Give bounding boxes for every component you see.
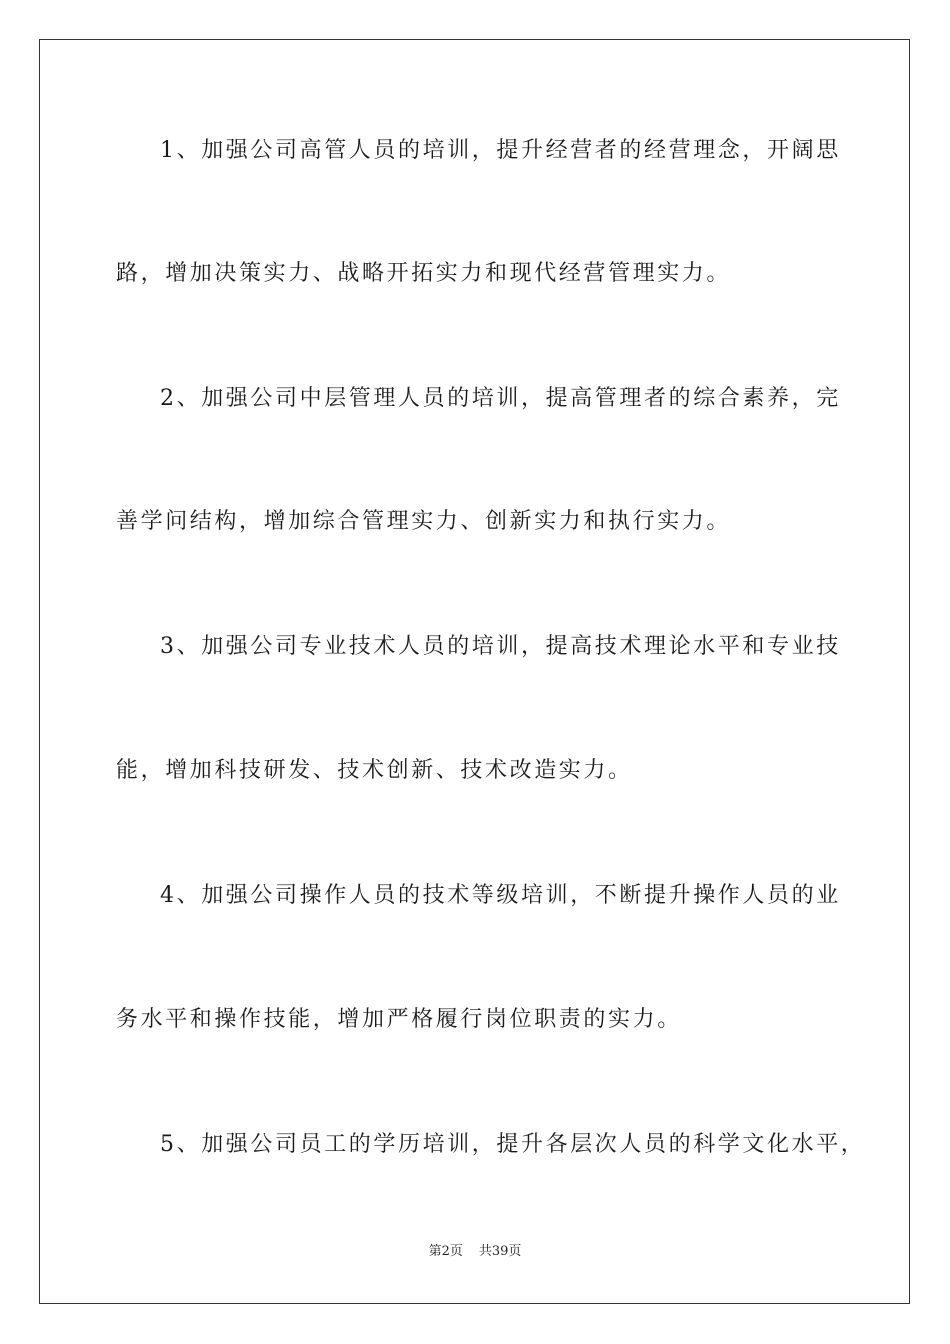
paragraph-4-line-2: 务水平和操作技能，增加严格履行岗位职责的实力。 — [116, 1007, 682, 1032]
page-border — [39, 39, 910, 1304]
paragraph-2-line-1: 2、加强公司中层管理人员的培训，提高管理者的综合素养，完 — [160, 386, 841, 411]
paragraph-4-line-1: 4、加强公司操作人员的技术等级培训，不断提升操作人员的业 — [160, 883, 841, 908]
paragraph-5-line-1: 5、加强公司员工的学历培训，提升各层次人员的科学文化水平， — [160, 1132, 866, 1157]
current-page-number: 第2页 — [428, 1244, 463, 1259]
paragraph-1-line-2: 路，增加决策实力、战略开拓实力和现代经营管理实力。 — [116, 261, 732, 286]
paragraph-3-line-2: 能，增加科技研发、技术创新、技术改造实力。 — [116, 758, 633, 783]
total-pages: 共39页 — [478, 1244, 522, 1259]
page-footer — [0, 1243, 950, 1261]
paragraph-2-line-2: 善学问结构，增加综合管理实力、创新实力和执行实力。 — [116, 509, 732, 534]
paragraph-1-line-1: 1、加强公司高管人员的培训，提升经营者的经营理念，开阔思 — [160, 138, 841, 163]
paragraph-3-line-1: 3、加强公司专业技术人员的培训，提高技术理论水平和专业技 — [160, 634, 841, 659]
